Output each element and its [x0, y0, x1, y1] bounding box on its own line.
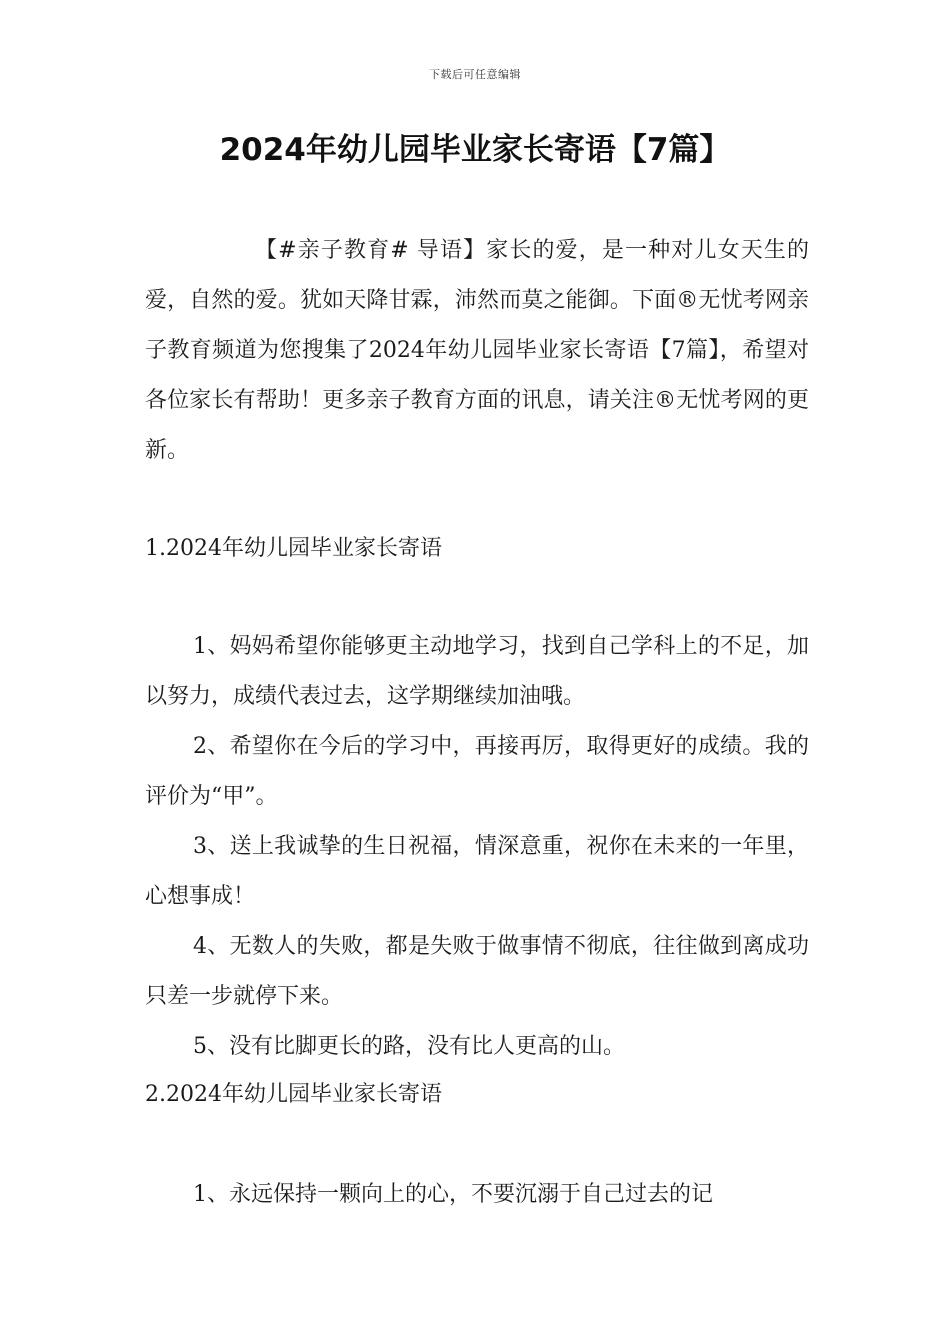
document-title: 2024年幼儿园毕业家长寄语【7篇】 — [219, 132, 731, 168]
list-item: 3、送上我诚挚的生日祝福，情深意重，祝你在未来的一年里，心想事成！ — [145, 834, 809, 909]
list-item: 2、希望你在今后的学习中，再接再厉，取得更好的成绩。我的评价为“甲”。 — [145, 734, 809, 809]
list-item: 1、永远保持一颗向上的心，不要沉溺于自己过去的记 — [193, 1182, 713, 1207]
header-note: 下载后可任意编辑 — [429, 68, 521, 81]
list-item: 1、妈妈希望你能够更主动地学习，找到自己学科上的不足，加以努力，成绩代表过去，这学期继续加油哦。 — [145, 634, 809, 709]
list-item: 5、没有比脚更长的路，没有比人更高的山。 — [193, 1034, 625, 1059]
section-heading-1: 1.2024年幼儿园毕业家长寄语 — [145, 536, 442, 561]
intro-paragraph: 【#亲子教育# 导语】家长的爱，是一种对儿女天生的爱，自然的爱。犹如天降甘霖，沛然而莫之能御。下面®无忧考网亲子教育频道为您搜集了2024年幼儿园毕业家长寄语【7篇】，希望对各位家长有帮助！更多亲子教育方面的讯息，请关注®无忧考网的更新。 — [145, 238, 809, 463]
list-item: 4、无数人的失败，都是失败于做事情不彻底，往往做到离成功只差一步就停下来。 — [145, 934, 809, 1009]
section-heading-2: 2.2024年幼儿园毕业家长寄语 — [145, 1082, 442, 1107]
